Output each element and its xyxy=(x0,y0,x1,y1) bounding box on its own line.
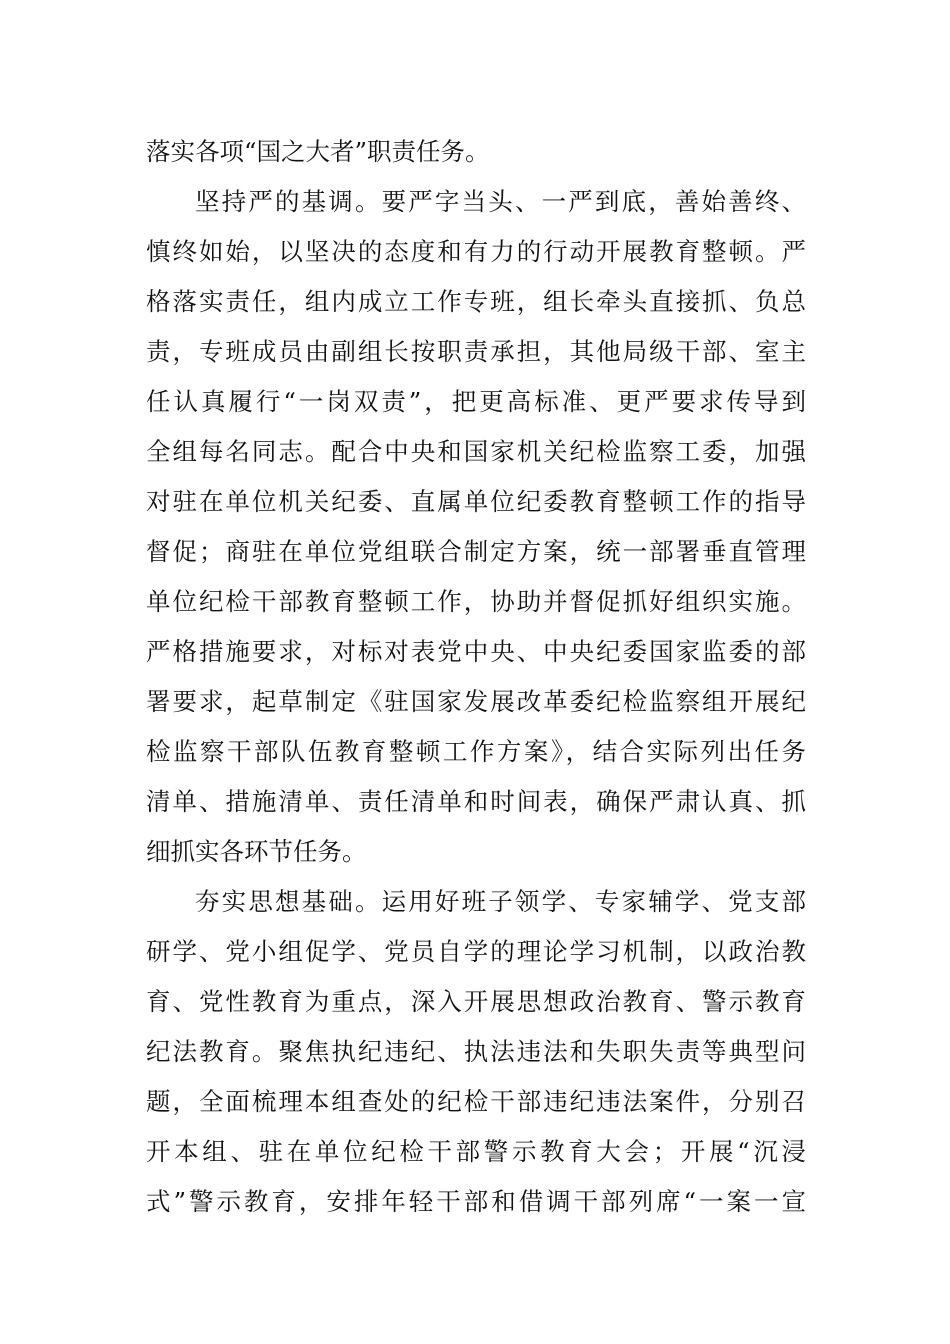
text-line: 慎终如始，以坚决的态度和有力的行动开展教育整顿。严 xyxy=(146,237,806,266)
text-line: 严格措施要求，对标对表党中央、中央纪委国家监委的部 xyxy=(146,637,806,666)
paragraph-start-line: 夯实思想基础。运用好班子领学、专家辅学、党支部 xyxy=(195,887,806,916)
text-line: 格落实责任，组内成立工作专班，组长牵头直接抓、负总 xyxy=(146,287,806,316)
text-line: 单位纪检干部教育整顿工作，协助并督促抓好组织实施。 xyxy=(146,587,806,616)
text-line: 式”警示教育，安排年轻干部和借调干部列席“一案一宣 xyxy=(146,1187,806,1216)
text-line: 落实各项“国之大者”职责任务。 xyxy=(146,137,490,166)
text-line: 开本组、驻在单位纪检干部警示教育大会；开展“沉浸 xyxy=(146,1137,806,1166)
text-line: 署要求，起草制定《驻国家发展改革委纪检监察组开展纪 xyxy=(146,687,806,716)
text-line: 全组每名同志。配合中央和国家机关纪检监察工委，加强 xyxy=(146,437,806,466)
text-line: 责，专班成员由副组长按职责承担，其他局级干部、室主 xyxy=(146,337,806,366)
text-line: 任认真履行“一岗双责”，把更高标准、更严要求传导到 xyxy=(146,387,806,416)
text-line: 研学、党小组促学、党员自学的理论学习机制，以政治教 xyxy=(146,937,806,966)
document-body xyxy=(146,127,806,1227)
text-line: 育、党性教育为重点，深入开展思想政治教育、警示教育 xyxy=(146,987,806,1016)
text-line: 纪法教育。聚焦执纪违纪、执法违法和失职失责等典型问 xyxy=(146,1037,806,1066)
text-line: 题，全面梳理本组查处的纪检干部违纪违法案件，分别召 xyxy=(146,1087,806,1116)
paragraph-start-line: 坚持严的基调。要严字当头、一严到底，善始善终、 xyxy=(195,187,806,216)
text-line: 细抓实各环节任务。 xyxy=(146,837,367,866)
text-line: 清单、措施清单、责任清单和时间表，确保严肃认真、抓 xyxy=(146,787,806,816)
text-line: 对驻在单位机关纪委、直属单位纪委教育整顿工作的指导 xyxy=(146,487,806,516)
text-line: 督促；商驻在单位党组联合制定方案，统一部署垂直管理 xyxy=(146,537,806,566)
text-line: 检监察干部队伍教育整顿工作方案》，结合实际列出任务 xyxy=(146,737,806,766)
